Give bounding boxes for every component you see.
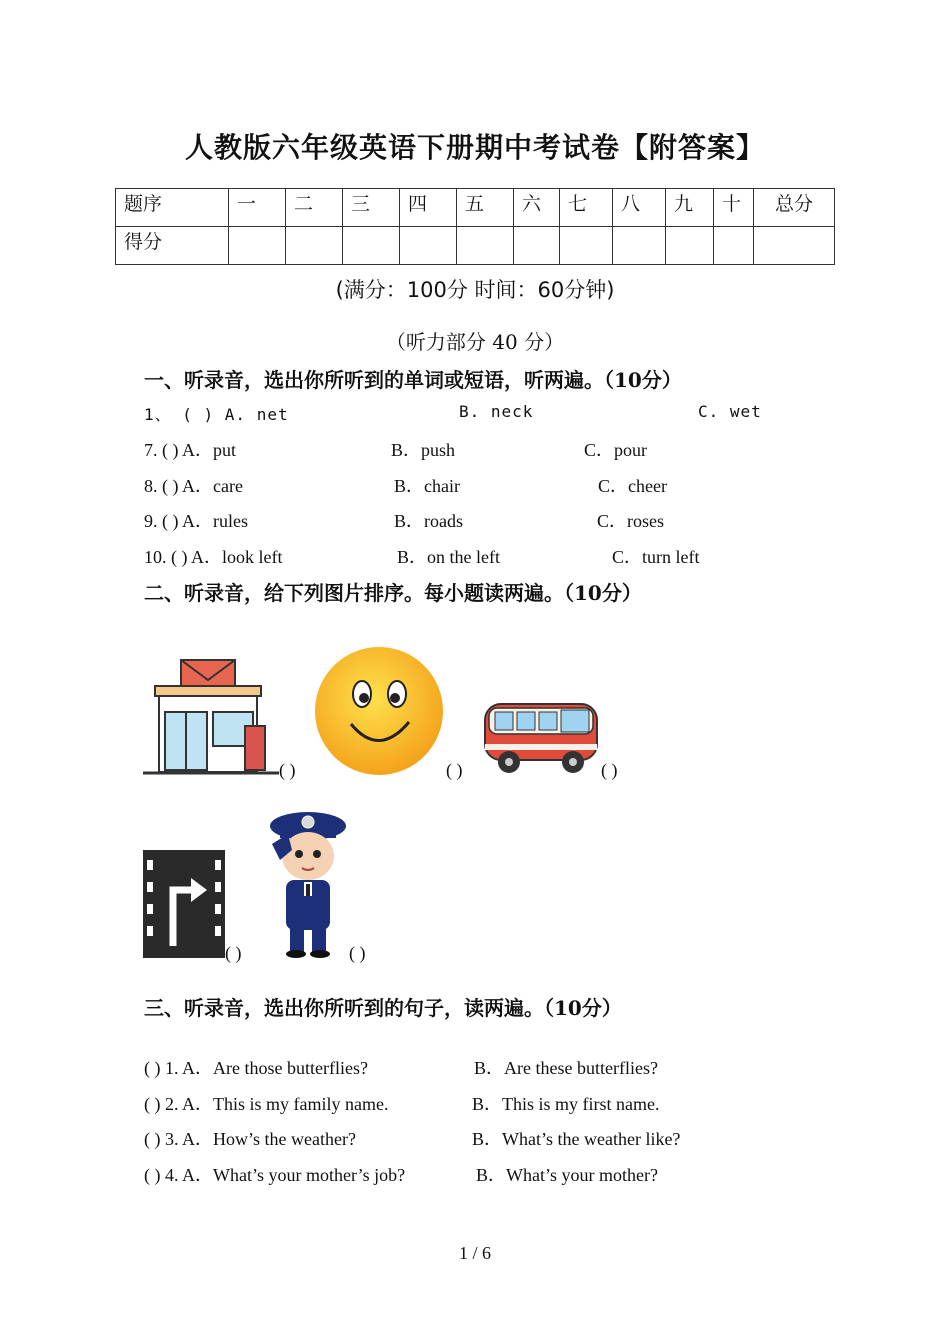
answer-blank[interactable]: ( )	[279, 760, 296, 780]
page-title: 人教版六年级英语下册期中考试卷【附答案】	[184, 131, 765, 164]
score-table-header-row	[116, 189, 835, 227]
score-cell	[560, 227, 613, 265]
table-cell: 二	[286, 189, 343, 227]
table-cell: 三	[343, 189, 400, 227]
score-cell	[400, 227, 457, 265]
sentence-3-b: B．What’s the weather like?	[472, 1129, 681, 1149]
turn-right-sign-icon	[143, 850, 225, 958]
question-7-b: B．push	[391, 440, 456, 460]
question-10-b: B．on the left	[397, 547, 500, 567]
question-9-c: C．roses	[597, 511, 664, 531]
table-cell: 十	[714, 189, 754, 227]
sentence-1-b: B．Are these butterflies?	[474, 1058, 658, 1078]
table-cell: 题序	[116, 189, 229, 227]
question-1-b: B. neck	[459, 402, 534, 421]
score-cell	[714, 227, 754, 265]
question-8-b: B．chair	[394, 476, 460, 496]
sentence-2-a: ( ) 2. A．This is my family name.	[144, 1094, 389, 1114]
sentence-4-a: ( ) 4. A．What’s your mother’s job?	[144, 1165, 406, 1185]
sentence-2-b: B．This is my first name.	[472, 1094, 660, 1114]
question-9-b: B．roads	[394, 511, 463, 531]
score-cell	[514, 227, 560, 265]
smiley-face-icon	[313, 646, 445, 776]
score-cell	[229, 227, 286, 265]
table-cell: 七	[560, 189, 613, 227]
question-7-c: C．pour	[584, 440, 647, 460]
table-cell: 八	[613, 189, 666, 227]
answer-blank[interactable]: ( )	[349, 943, 366, 963]
score-cell	[666, 227, 714, 265]
table-cell: 九	[666, 189, 714, 227]
question-8-c: C．cheer	[598, 476, 667, 496]
question-9-a: 9. ( ) A．rules	[144, 511, 248, 531]
section3-heading: 三、听录音，选出你所听到的句子，读两遍。（10分）	[144, 996, 622, 1020]
sentence-1-a: ( ) 1. A．Are those butterflies?	[144, 1058, 368, 1078]
score-cell	[613, 227, 666, 265]
page-number: 1 / 6	[458, 1243, 491, 1263]
score-cell	[754, 227, 835, 265]
question-10-c: C．turn left	[612, 547, 700, 567]
table-cell: 一	[229, 189, 286, 227]
police-officer-icon	[258, 804, 350, 960]
question-1-a: 1、 ( ) A. net	[144, 405, 289, 424]
post-office-icon	[143, 656, 279, 776]
sentence-3-a: ( ) 3. A．How’s the weather?	[144, 1129, 356, 1149]
exam-meta: (满分：100分 时间：60分钟)	[335, 278, 615, 302]
answer-blank[interactable]: ( )	[446, 760, 463, 780]
answer-blank[interactable]: ( )	[601, 760, 618, 780]
answer-blank[interactable]: ( )	[225, 943, 242, 963]
bus-icon	[481, 694, 601, 776]
table-cell: 六	[514, 189, 560, 227]
table-cell: 五	[457, 189, 514, 227]
section2-heading: 二、听录音，给下列图片排序。每小题读两遍。（10分）	[144, 581, 642, 605]
sentence-4-b: B．What’s your mother?	[476, 1165, 658, 1185]
table-cell: 得分	[116, 227, 229, 265]
question-8-a: 8. ( ) A．care	[144, 476, 243, 496]
question-7-a: 7. ( ) A．put	[144, 440, 236, 460]
table-cell: 四	[400, 189, 457, 227]
score-table	[115, 188, 835, 265]
section1-heading: 一、听录音，选出你所听到的单词或短语，听两遍。（10分）	[144, 368, 682, 392]
score-cell	[457, 227, 514, 265]
score-table-score-row	[116, 227, 835, 265]
question-10-a: 10. ( ) A．look left	[144, 547, 283, 567]
score-cell	[286, 227, 343, 265]
listening-part-label: （听力部分 40 分）	[385, 330, 565, 354]
score-cell	[343, 227, 400, 265]
table-cell: 总分	[754, 189, 835, 227]
question-1-c: C. wet	[698, 402, 762, 421]
